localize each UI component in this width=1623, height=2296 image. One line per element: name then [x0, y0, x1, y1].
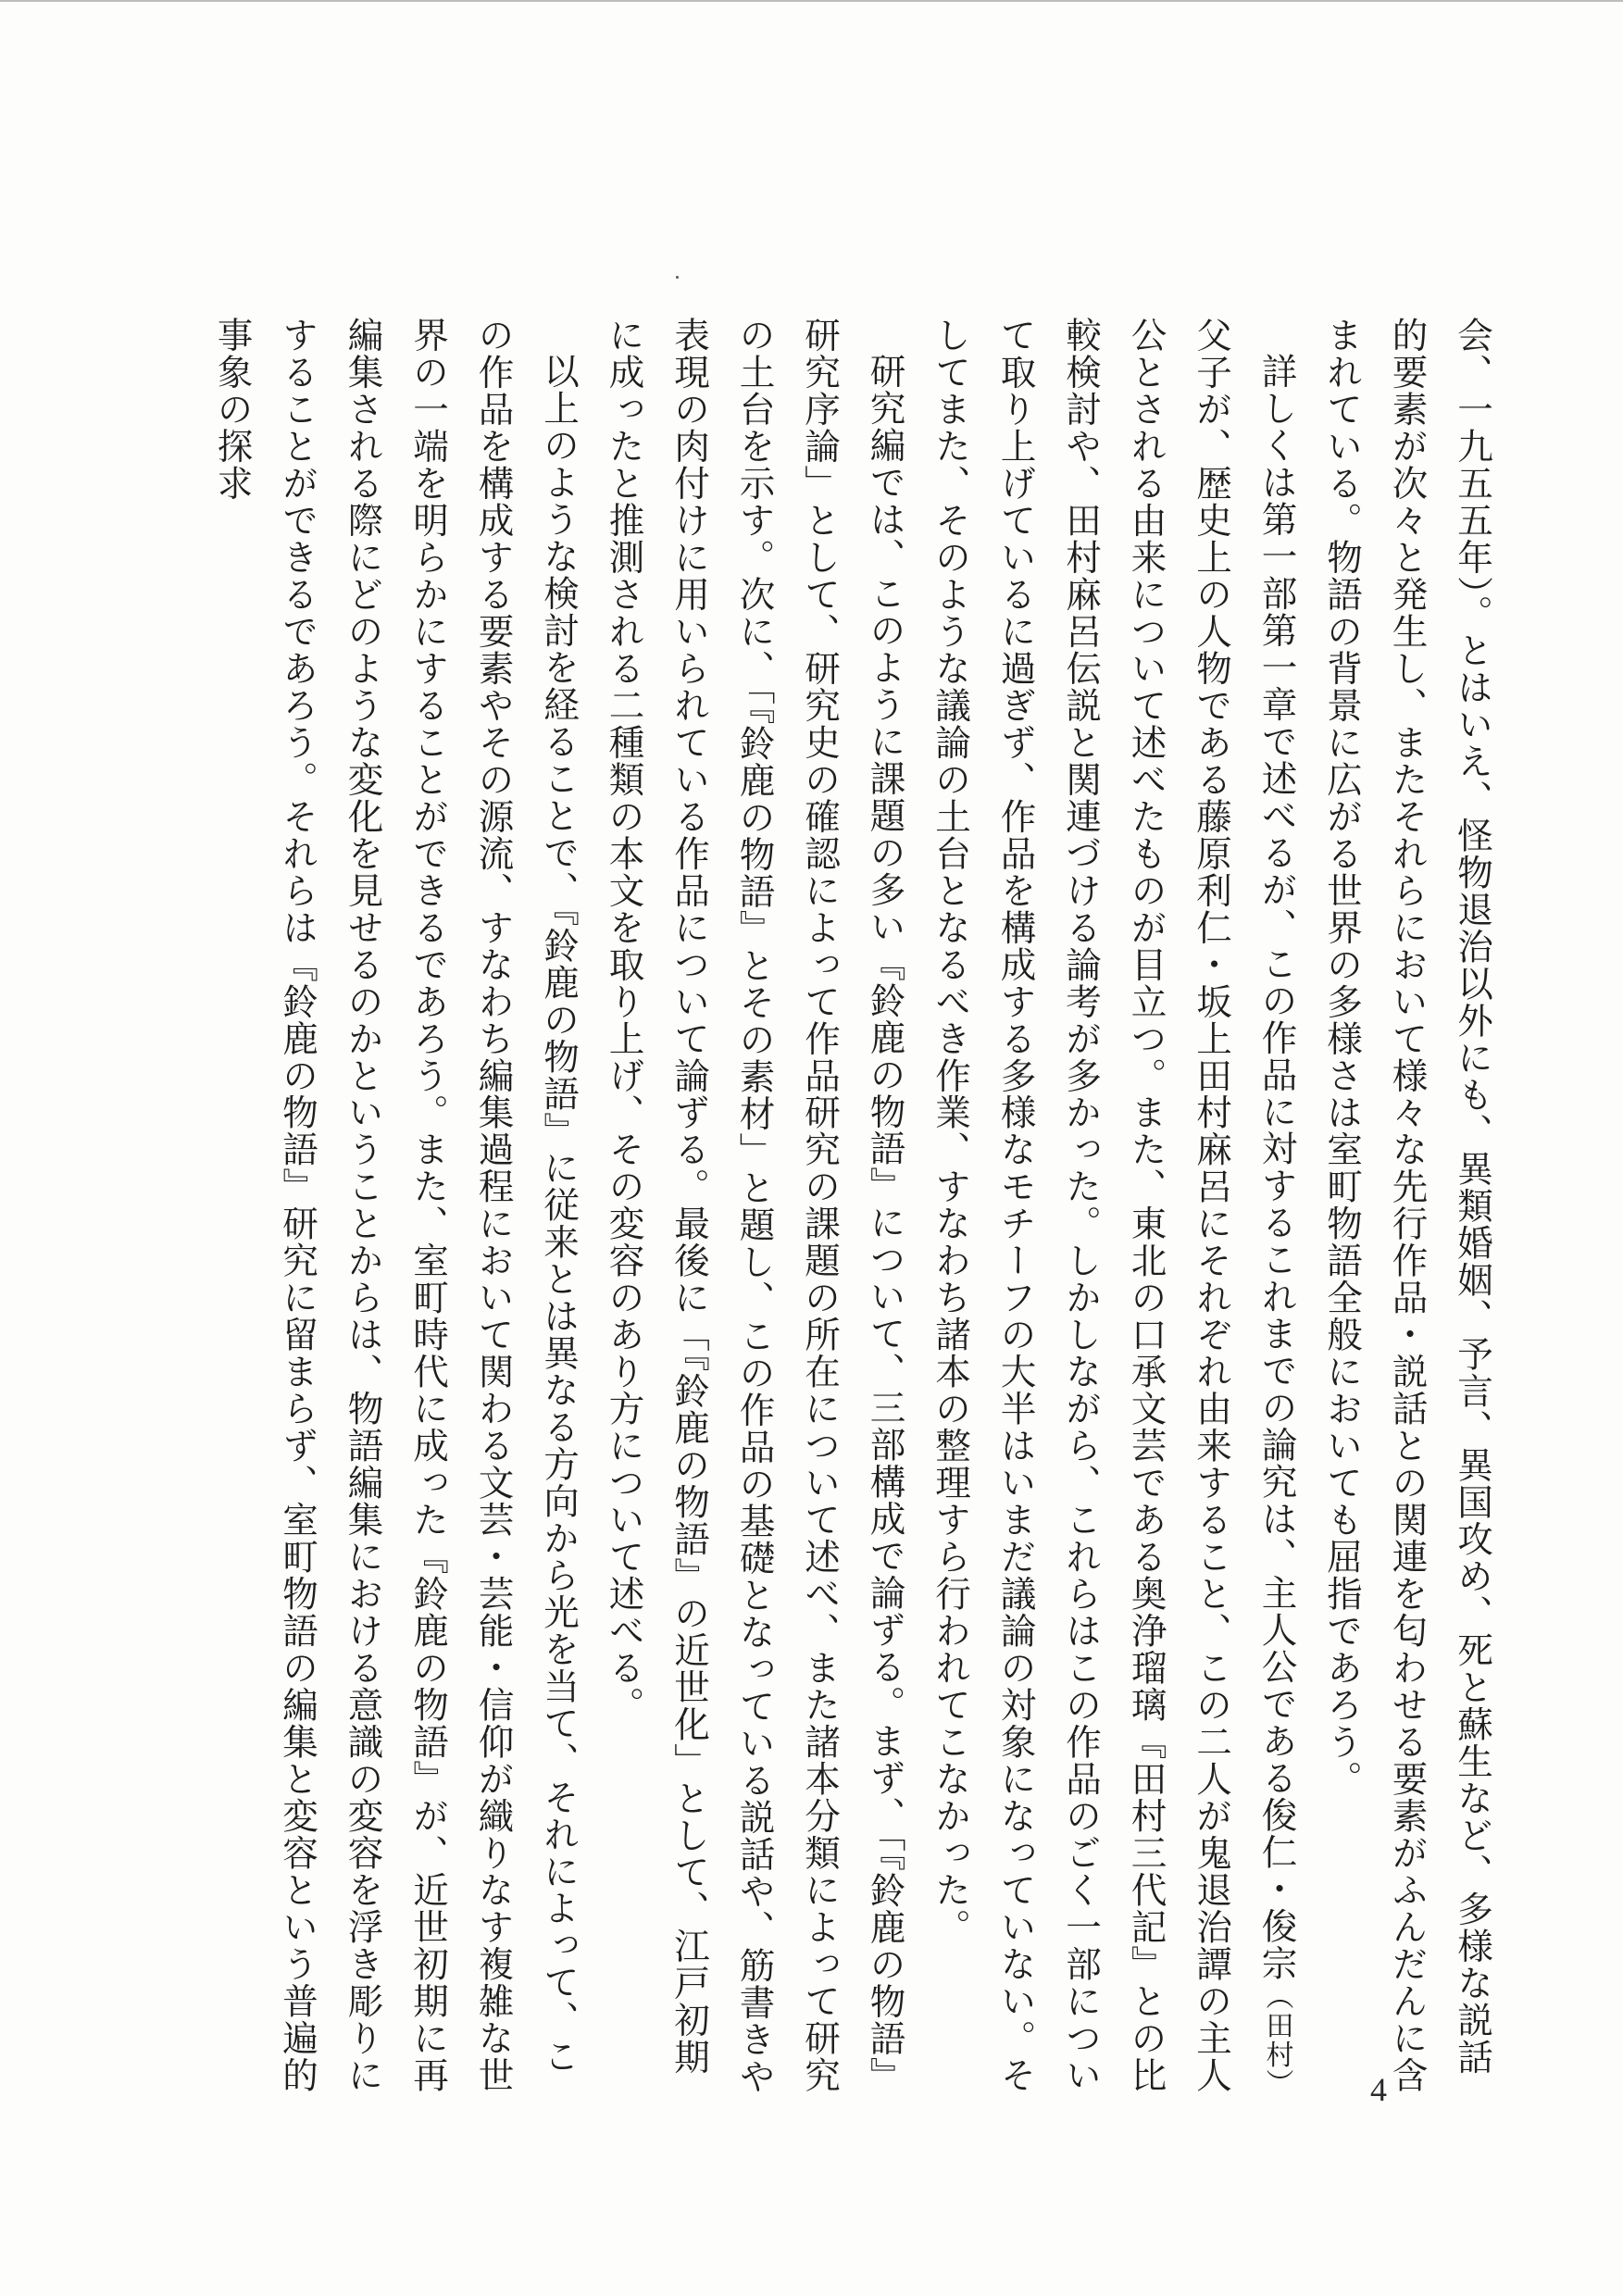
- paragraph-4: 以上のような検討を経ることで、『鈴鹿の物語』に従来とは異なる方向から光を当て、それによって、この作品を構成する要素やその源流、すなわち編集過程において関わる文芸・芸能・信仰が織りなす複雑な世界の一端を明らかにすることができるであろう。また、室町時代に成った『鈴鹿の物語』が、近世初期に再編集される際にどのような変化を見せるのかということからは、物語編集における意識の変容を浮き彫りにすることができるであろう。それらは『鈴鹿の物語』研究に留まらず、室町物語の編集と変容という普遍的事象の探求: [211, 317, 580, 2094]
- paragraph-2-text-a: 詳しくは第一部第一章で述べるが、この作品に対するこれまでの論究は、主人公である俊仁・俊宗: [1255, 352, 1298, 1982]
- paragraph-1: 会、一九五五年）。とはいえ、怪物退治以外にも、異類婚姻、予言、異国攻め、死と蘇生など、多様な説話的要素が次々と発生し、またそれらにおいて様々な先行作品・説話との関連を匂わせる要素がふんだんに含まれている。物語の背景に広がる世界の多様さは室町物語全般においても屈指であろう。: [1321, 317, 1493, 2094]
- scan-speck: [676, 276, 679, 279]
- paragraph-2-text-b: 父子が、歴史上の人物である藤原利仁・坂上田村麻呂にそれぞれ由来すること、この二人が鬼退治譚の主人公とされる由来について述べたものが目立つ。また、東北の口承文芸である奥浄瑠璃『田村三代記』との比較検討や、田村麻呂伝説と関連づける論考が多かった。しかしながら、これらはこの作品のごく一部について取り上げているに過ぎず、作品を構成する多様なモチーフの大半はいまだ議論の対象になっていない。そしてまた、そのような議論の土台となるべき作業、すなわち諸本の整理すら行われてこなかった。: [930, 317, 1232, 2094]
- scan-top-edge: [0, 0, 1623, 2]
- warigaki-note: （田村）: [1260, 1981, 1293, 2098]
- paragraph-3: 研究編では、このように課題の多い『鈴鹿の物語』について、三部構成で論ずる。まず、「『鈴鹿の物語』研究序論」として、研究史の確認によって作品研究の課題の所在について述べ、また諸本分類によって研究の土台を示す。次に、「『鈴鹿の物語』とその素材」と題し、この作品の基礎となっている説話や、筋書きや表現の肉付けに用いられている作品について論ずる。最後に「『鈴鹿の物語』の近世化」として、江戸初期に成ったと推測される二種類の本文を取り上げ、その変容のあり方について述べる。: [603, 317, 906, 2095]
- paragraph-2: [918, 317, 1309, 2103]
- page-number: 4: [1370, 2071, 1387, 2108]
- body-text: [199, 317, 1504, 2103]
